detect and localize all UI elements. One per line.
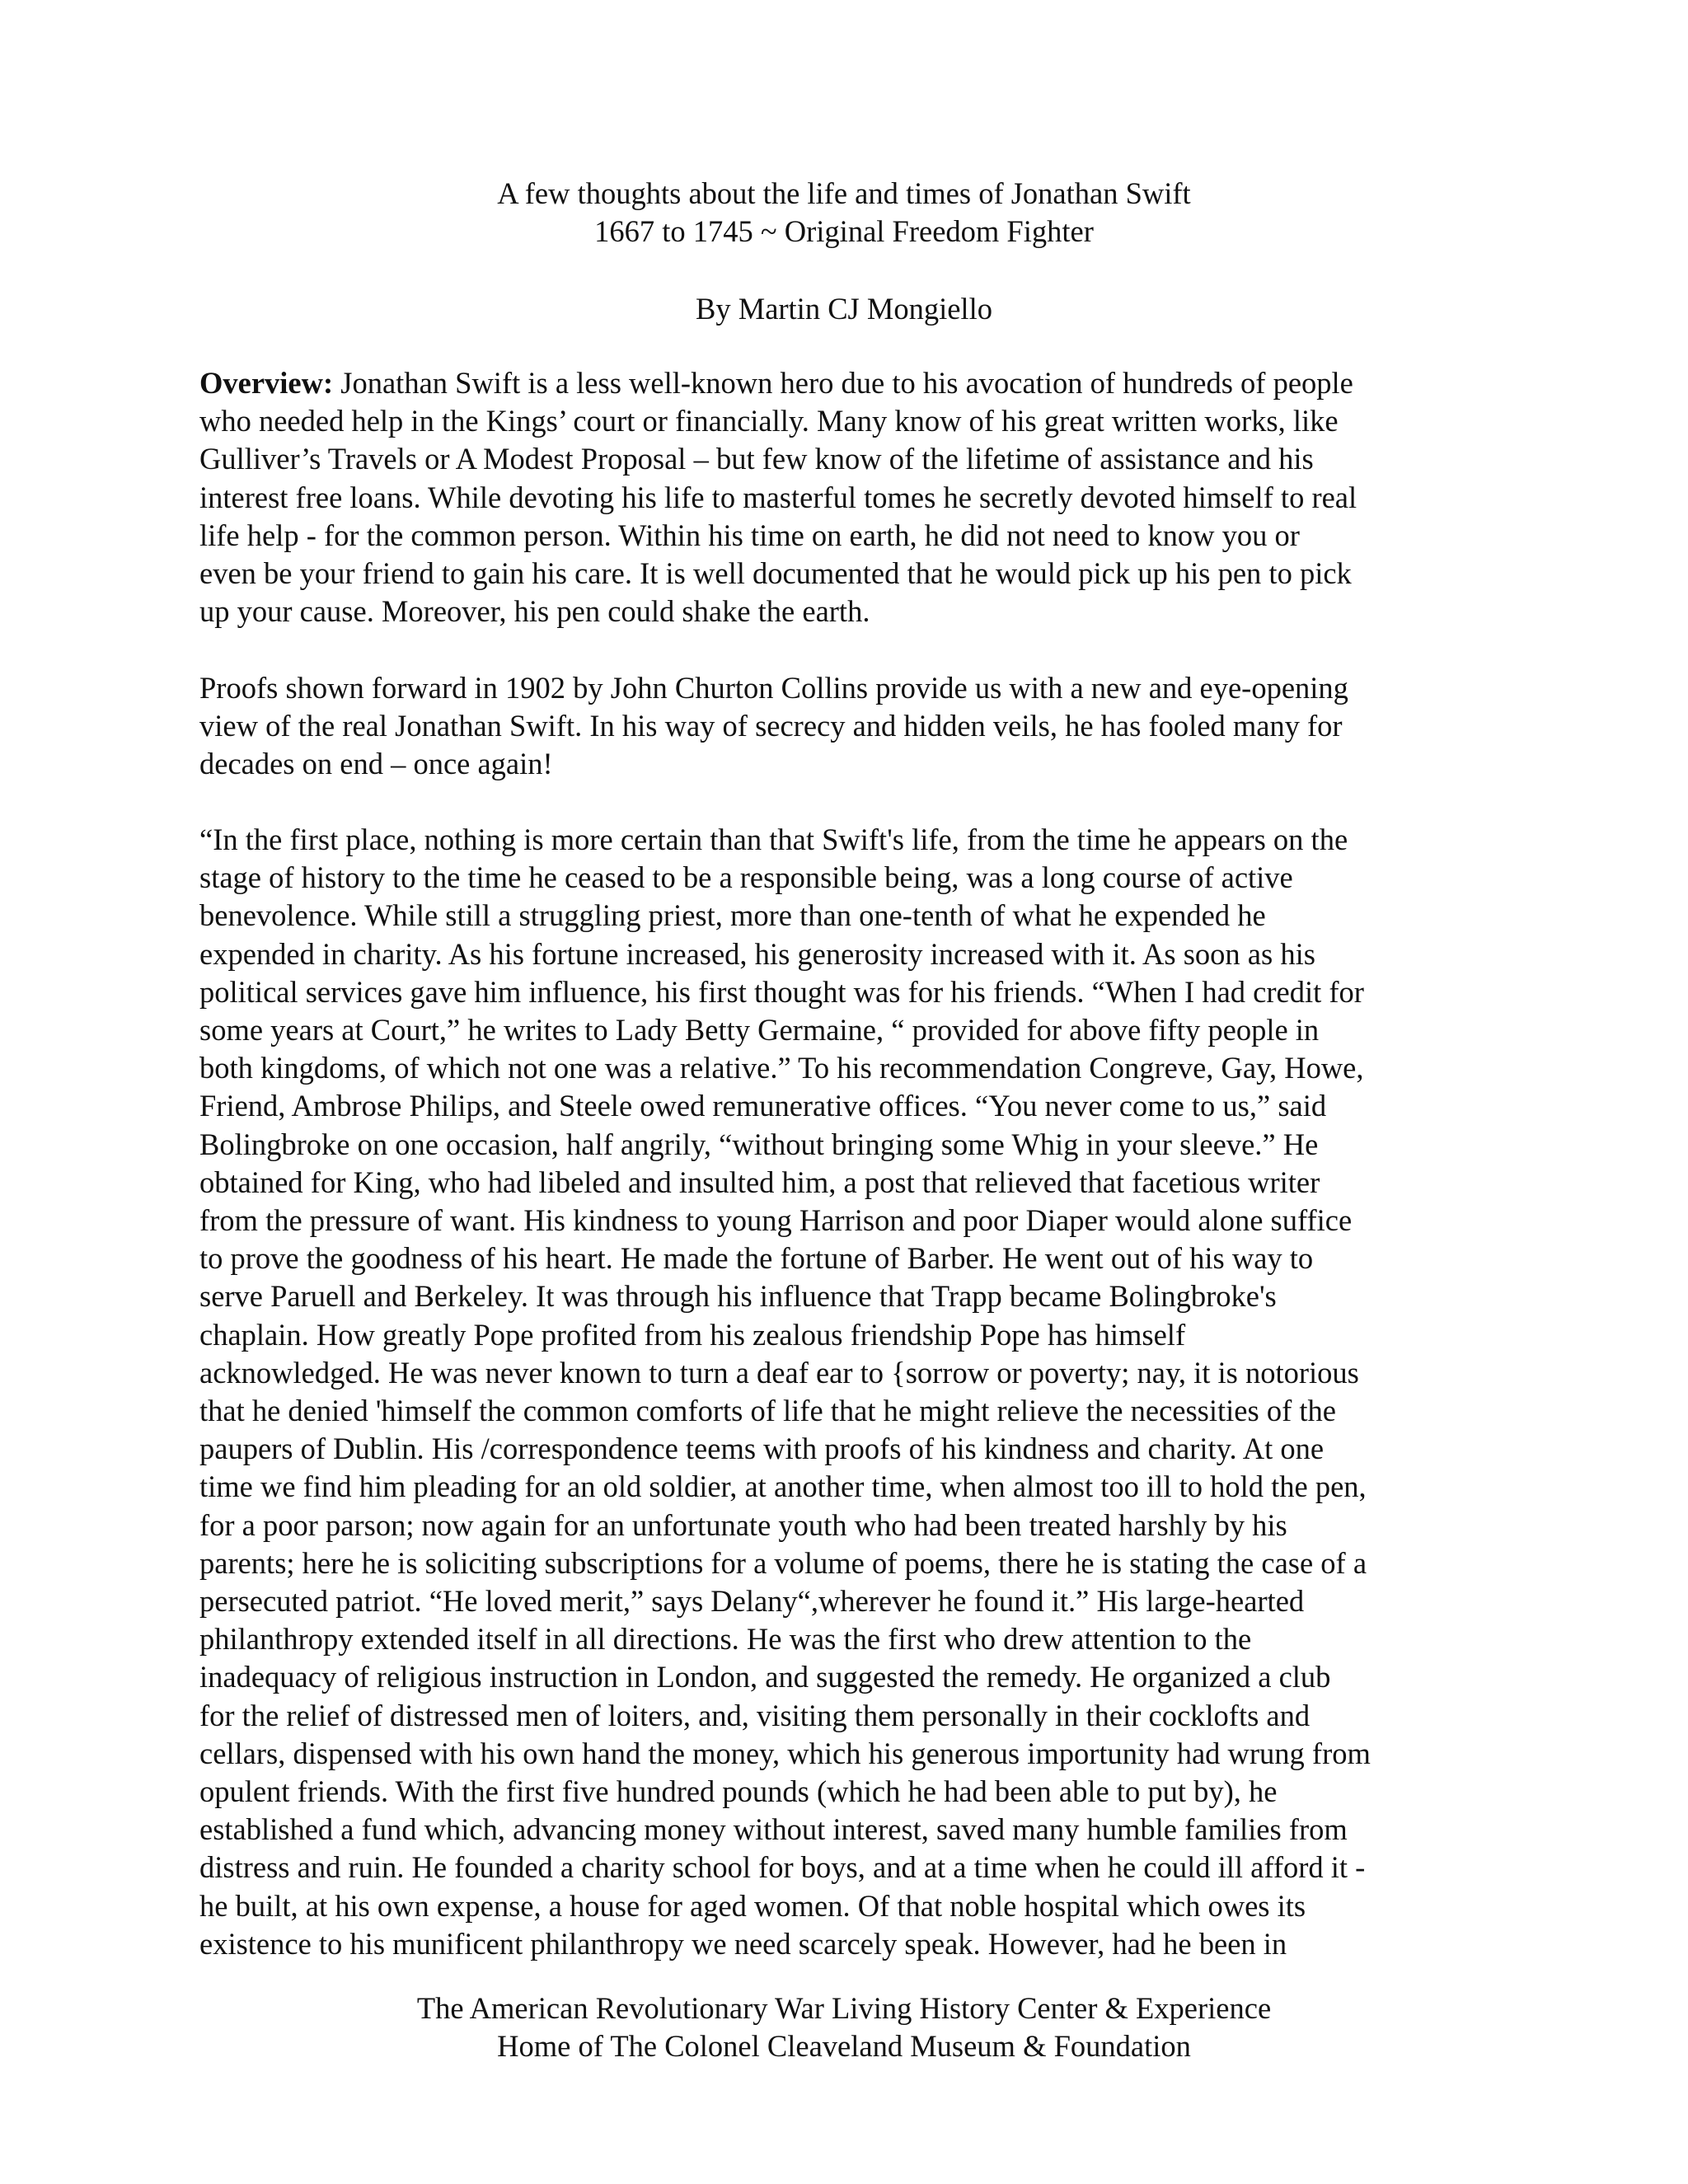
quote-line: cellars, dispensed with his own hand the money, which his generous importunity had wrung from	[199, 1736, 1371, 1770]
overview-line: interest free loans. While devoting his life to masterful tomes he secretly devoted himself to real	[199, 480, 1357, 514]
quote-line: “In the first place, nothing is more certain than that Swift's life, from the time he appears on the	[199, 823, 1348, 856]
quote-line: he built, at his own expense, a house for aged women. Of that noble hospital which owes its	[199, 1888, 1306, 1923]
overview-line-text: Jonathan Swift is a less well-known hero due to his avocation of hundreds of people	[333, 366, 1353, 400]
overview-paragraph	[199, 364, 1518, 630]
proofs-line: Proofs shown forward in 1902 by John Churton Collins provide us with a new and eye-opening	[199, 671, 1348, 705]
quote-line: paupers of Dublin. His /correspondence teems with proofs of his kindness and charity. At one	[199, 1432, 1325, 1466]
quote-paragraph	[199, 821, 1518, 1963]
quote-line: philanthropy extended itself in all directions. He was the first who drew attention to the	[199, 1622, 1252, 1657]
quote-line: parents; here he is soliciting subscriptions for a volume of poems, there he is stating the case of a	[199, 1545, 1367, 1580]
quote-line: obtained for King, who had libeled and insulted him, a post that relieved that facetious writer	[199, 1165, 1320, 1199]
document-title	[0, 175, 1688, 251]
overview-line: life help - for the common person. Within his time on earth, he did not need to know you or	[199, 518, 1300, 552]
proofs-line: decades on end – once again!	[199, 747, 553, 781]
proofs-line: view of the real Jonathan Swift. In his way of secrecy and hidden veils, he has fooled many for	[199, 709, 1343, 743]
footer-line-2: Home of The Colonel Cleaveland Museum & Foundation	[497, 2029, 1191, 2063]
overview-line: who needed help in the Kings’ court or financially. Many know of his great written works, like	[199, 404, 1339, 438]
quote-line: for the relief of distressed men of loiters, and, visiting them personally in their cocklofts and	[199, 1698, 1311, 1732]
quote-line: political services gave him influence, his first thought was for his friends. “When I had credit for	[199, 974, 1364, 1009]
quote-line: from the pressure of want. His kindness to young Harrison and poor Diaper would alone suffice	[199, 1203, 1353, 1238]
quote-line: that he denied 'himself the common comforts of life that he might relieve the necessities of the	[199, 1394, 1336, 1428]
overview-line: up your cause. Moreover, his pen could shake the earth.	[199, 594, 870, 629]
quote-line: serve Paruell and Berkeley. It was through his influence that Trapp became Bolingbroke's	[199, 1279, 1277, 1314]
quote-line: existence to his munificent philanthropy we need scarcely speak. However, had he been in	[199, 1926, 1287, 1961]
footer-line-1: The American Revolutionary War Living History Center & Experience	[416, 1991, 1272, 2025]
quote-line: benevolence. While still a struggling priest, more than one-tenth of what he expended he	[199, 898, 1266, 933]
quote-line: chaplain. How greatly Pope profited from his zealous friendship Pope has himself	[199, 1317, 1186, 1352]
quote-line: acknowledged. He was never known to turn a deaf ear to {sorrow or poverty; nay, it is notorious	[199, 1355, 1359, 1390]
quote-line: persecuted patriot. “He loved merit,” says Delany“,wherever he found it.” His large-hearted	[199, 1584, 1305, 1619]
page-footer	[0, 1990, 1688, 2065]
quote-line: inadequacy of religious instruction in London, and suggested the remedy. He organized a club	[199, 1660, 1331, 1694]
overview-line: even be your friend to gain his care. It is well documented that he would pick up his pen to pick	[199, 556, 1352, 591]
author-byline: By Martin CJ Mongiello	[696, 292, 992, 326]
quote-line: Bolingbroke on one occasion, half angrily, “without bringing some Whig in your sleeve.” He	[199, 1127, 1319, 1161]
quote-line: both kingdoms, of which not one was a relative.” To his recommendation Congreve, Gay, Howe,	[199, 1051, 1364, 1085]
quote-line: established a fund which, advancing money without interest, saved many humble families from	[199, 1812, 1348, 1847]
quote-line: distress and ruin. He founded a charity school for boys, and at a time when he could ill afford it -	[199, 1850, 1366, 1885]
proofs-paragraph	[199, 669, 1518, 784]
quote-line: some years at Court,” he writes to Lady Betty Germaine, “ provided for above fifty people in	[199, 1013, 1320, 1047]
overview-line	[199, 364, 1518, 402]
overview-label: Overview:	[199, 366, 334, 400]
quote-line: time we find him pleading for an old soldier, at another time, when almost too ill to hold the pen,	[199, 1469, 1367, 1504]
title-line-2: 1667 to 1745 ~ Original Freedom Fighter	[594, 214, 1094, 248]
title-line-1: A few thoughts about the life and times of Jonathan Swift	[497, 176, 1191, 210]
quote-line: to prove the goodness of his heart. He made the fortune of Barber. He went out of his way to	[199, 1241, 1314, 1276]
quote-line: opulent friends. With the first five hundred pounds (which he had been able to put by), he	[199, 1774, 1278, 1809]
quote-line: stage of history to the time he ceased to be a responsible being, was a long course of active	[199, 860, 1293, 895]
quote-line: expended in charity. As his fortune increased, his generosity increased with it. As soon as his	[199, 936, 1315, 971]
quote-line: Friend, Ambrose Philips, and Steele owed remunerative offices. “You never come to us,” said	[199, 1089, 1327, 1123]
overview-line: Gulliver’s Travels or A Modest Proposal – but few know of the lifetime of assistance and his	[199, 442, 1314, 476]
quote-line: for a poor parson; now again for an unfortunate youth who had been treated harshly by his	[199, 1507, 1287, 1542]
